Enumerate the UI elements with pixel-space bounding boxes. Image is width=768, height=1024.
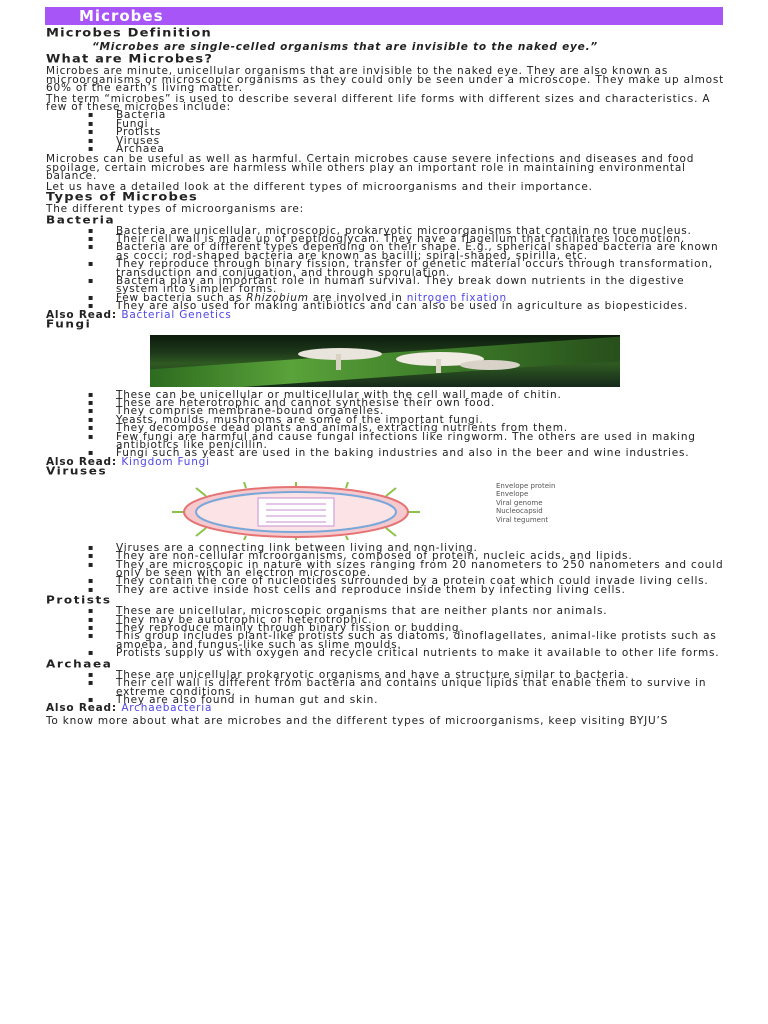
list-item: ▪ Protists supply us with oxygen and recycle critical nutrients to make it available to other life forms. xyxy=(46,649,724,657)
list-item: ▪ Bacteria are of different types depending on their shape. E.g., spherical shaped bacteria are known as cocci; rod-shaped bacteria are known as bacilli; spiral-shaped, spirilla, etc. xyxy=(46,243,724,260)
list-item: ▪ Protists xyxy=(46,128,724,136)
also-read-label: Also Read: xyxy=(46,308,122,321)
list-item: ▪ Bacteria play an important role in human survival. They break down nutrients in the digestive system into simpler forms. xyxy=(46,277,724,294)
microbe-list xyxy=(46,109,724,156)
diagram-labels xyxy=(496,482,555,525)
definition-quote: “Microbes are single-celled organisms that are invisible to the naked eye.” xyxy=(92,41,598,53)
what-paragraph-4: Let us have a detailed look at the different types of microorganisms and their importance. xyxy=(46,180,593,193)
list-item: ▪ These are unicellular prokaryotic organisms and have a structure similar to bacteria. xyxy=(46,671,724,679)
list-item: ▪ Fungi xyxy=(46,120,724,128)
archaebacteria-link[interactable]: Archaebacteria xyxy=(121,702,213,715)
virus-diagram xyxy=(166,482,686,540)
types-heading: Types of Microbes xyxy=(46,191,198,205)
archaea-list xyxy=(46,668,724,706)
fungi-list xyxy=(46,388,724,460)
nitrogen-fixation-link[interactable]: nitrogen fixation xyxy=(406,291,507,304)
types-intro: The different types of microorganisms are: xyxy=(46,203,304,216)
list-item: ▪ Bacteria are unicellular, microscopic, prokaryotic microorganisms that contain no true nucleus. xyxy=(46,227,724,235)
diagram-label: Viral tegument xyxy=(496,515,549,524)
mushroom-image xyxy=(150,335,620,387)
diagram-label: Envelope protein xyxy=(496,481,556,490)
list-item: ▪ They reproduce mainly through binary fission or budding. xyxy=(46,624,724,632)
list-item: ▪ They are also used for making antibiotics and can also be used in agriculture as biopesticides. xyxy=(46,302,724,310)
list-item: ▪ Fungi such as yeast are used in the baking industries and also in the beer and wine industries. xyxy=(46,449,724,457)
list-item: ▪ These are unicellular, microscopic organisms that are neither plants nor animals. xyxy=(46,607,724,615)
archaea-heading: Archaea xyxy=(46,657,113,670)
list-item: ▪ They decompose dead plants and animals, extracting nutrients from them. xyxy=(46,424,724,432)
closing-paragraph: To know more about what are microbes and the different types of microorganisms, keep visiting BYJU’S xyxy=(46,715,669,728)
what-paragraph-1: Microbes are minute, unicellular organisms that are invisible to the naked eye. They are also known as microorganisms or microscopic organisms as they could only be seen under a microscope. They make up almost 60% of the earth’s living matter. xyxy=(46,65,725,95)
viruses-list xyxy=(46,541,724,596)
also-read-label: Also Read: xyxy=(46,702,122,715)
list-item: ▪ Bacteria xyxy=(46,111,724,119)
diagram-label: Viral genome xyxy=(496,498,543,507)
list-item: ▪ They are also found in human gut and skin. xyxy=(46,696,724,704)
list-item: ▪ They may be autotrophic or heterotrophic. xyxy=(46,616,724,624)
protists-heading: Protists xyxy=(46,594,112,607)
bacterial-genetics-link[interactable]: Bacterial Genetics xyxy=(121,308,232,321)
list-item: ▪ Yeasts, moulds, mushrooms are some of the important fungi. xyxy=(46,416,724,424)
rhizobium-text-post: are involved in xyxy=(308,291,407,304)
list-item: ▪ They reproduce through binary fission, transfer of genetic material occurs through transformation, transduction and conjugation, and through sporulation. xyxy=(46,260,724,277)
diagram-label: Envelope xyxy=(496,490,529,499)
list-item: ▪ They are active inside host cells and reproduce inside them by infecting living cells. xyxy=(46,586,724,594)
fungi-heading: Fungi xyxy=(46,317,92,330)
list-item: ▪ Archaea xyxy=(46,145,724,153)
rhizobium-text-pre: Few bacteria such as xyxy=(116,291,247,304)
list-item: ▪ Few fungi are harmful and cause fungal infections like ringworm. The others are used in making antibiotics like penicillin. xyxy=(46,433,724,450)
also-read-label: Also Read: xyxy=(46,455,122,468)
what-paragraph-2: The term “microbes” is used to describe several different life forms with different sizes and characteristics. A few of these microbes include: xyxy=(46,92,711,114)
rhizobium-italic: Rhizobium xyxy=(246,291,309,304)
list-item: ▪ These can be unicellular or multicellular with the cell wall made of chitin. xyxy=(46,391,724,399)
list-item: ▪ They contain the core of nucleotides surrounded by a protein coat which could invade living cells. xyxy=(46,577,724,585)
what-paragraph-3: Microbes can be useful as well as harmful. Certain microbes cause severe infections and diseases and food spoilage, certain microbes are harmless while others play an important role in maintaining environmental balance. xyxy=(46,153,695,183)
list-item: ▪ Viruses xyxy=(46,137,724,145)
bacteria-heading: Bacteria xyxy=(46,213,116,226)
page-banner: Microbes xyxy=(45,7,723,25)
list-item: ▪ This group includes plant-like protists such as diatoms, dinoflagellates, animal-like protists such as amoeba, and fungus-like such as slime moulds. xyxy=(46,632,724,649)
list-item: ▪ Their cell wall is made up of peptidoglycan. They have a flagellum that facilitates locomotion. xyxy=(46,235,724,243)
list-item: ▪ Their cell wall is different from bacteria and contains unique lipids that enable them to survive in extreme conditions. xyxy=(46,679,724,696)
protists-list xyxy=(46,605,724,660)
list-item: ▪ These are heterotrophic and cannot synthesise their own food. xyxy=(46,399,724,407)
fungi-also-read xyxy=(46,455,724,468)
list-item: ▪ They are microscopic in nature with sizes ranging from 20 nanometers to 250 nanometers and could only be seen with an electron microscope. xyxy=(46,561,724,578)
what-heading: What are Microbes? xyxy=(46,53,214,67)
definition-heading: Microbes Definition xyxy=(46,27,212,41)
diagram-label: Nucleocapsid xyxy=(496,507,543,516)
list-item: ▪ Viruses are a connecting link between living and non-living. xyxy=(46,544,724,552)
list-item: ▪ They are non-cellular microorganisms, composed of protein, nucleic acids, and lipids. xyxy=(46,552,724,560)
viruses-heading: Viruses xyxy=(46,465,108,478)
kingdom-fungi-link[interactable]: Kingdom Fungi xyxy=(121,455,210,468)
virus-drawing xyxy=(166,482,686,540)
mushroom-drawing xyxy=(150,335,620,387)
article-content xyxy=(46,29,724,726)
list-item: ▪ They comprise membrane-bound organelles. xyxy=(46,407,724,415)
bacteria-list xyxy=(46,224,724,313)
